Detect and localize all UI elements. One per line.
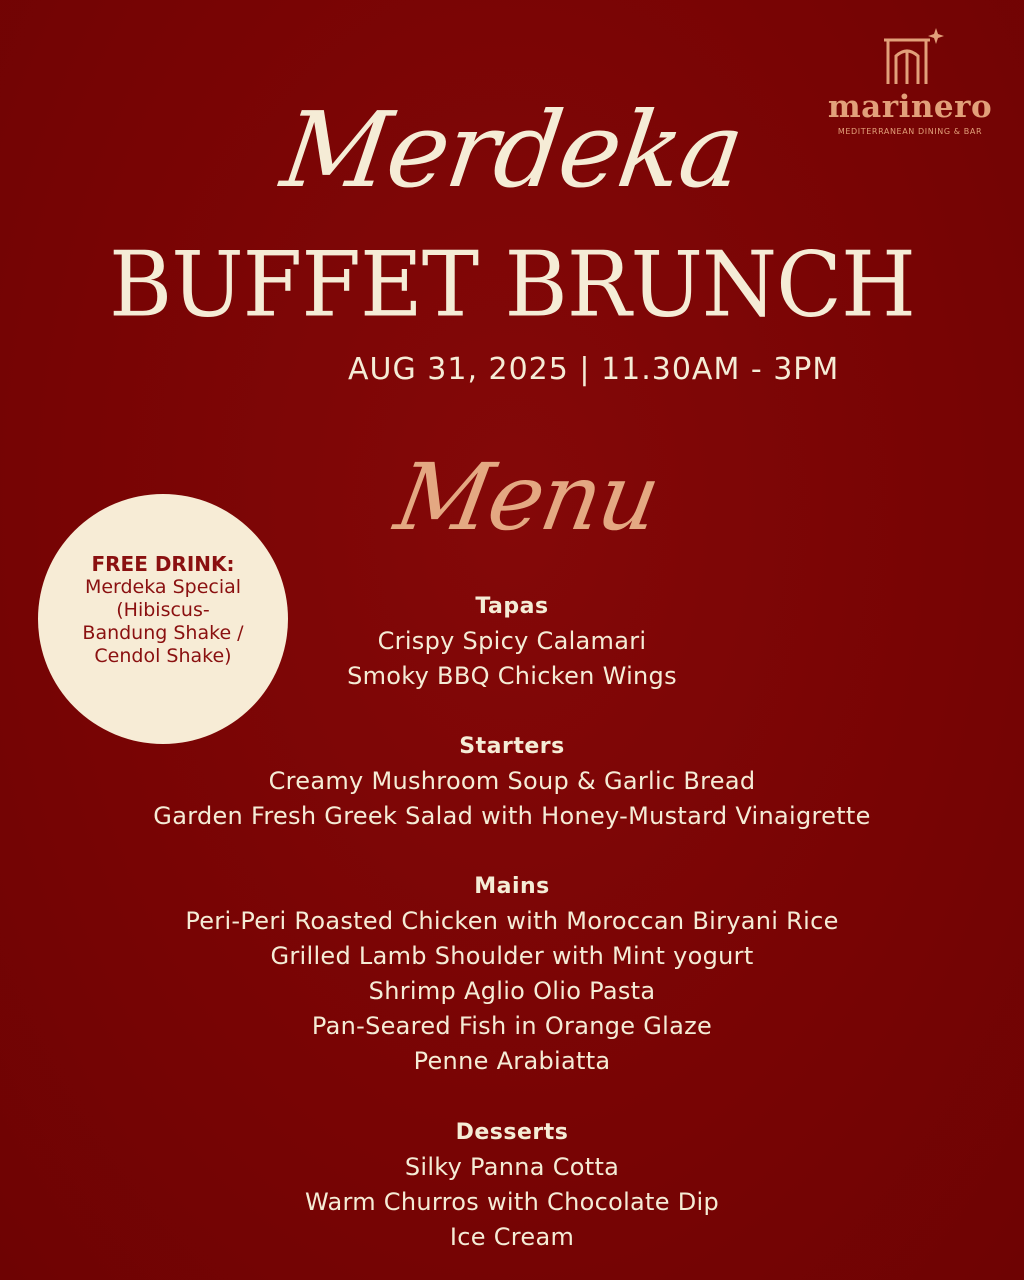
- menu-item: Pan-Seared Fish in Orange Glaze: [311, 1012, 713, 1040]
- menu-item: Creamy Mushroom Soup & Garlic Bread: [268, 767, 756, 795]
- section-heading: Tapas: [475, 594, 549, 619]
- logo-name: marinero: [827, 89, 993, 125]
- menu-item: Peri-Peri Roasted Chicken with Moroccan Biryani Rice: [185, 907, 839, 935]
- free-drink-title: FREE DRINK:: [91, 551, 235, 576]
- free-drink-line: Cendol Shake): [94, 645, 232, 668]
- logo-tagline: MEDITERRANEAN DINING & BAR: [837, 127, 983, 136]
- free-drink-line: (Hibiscus-: [116, 598, 210, 621]
- section-tapas: [0, 590, 1024, 694]
- menu-item: Smoky BBQ Chicken Wings: [347, 662, 677, 690]
- event-date-time: AUG 31, 2025 | 11.30AM - 3PM: [348, 352, 840, 387]
- menu-item: Silky Panna Cotta: [404, 1153, 620, 1181]
- arch-sparkle-icon: [874, 26, 946, 90]
- section-heading: Desserts: [455, 1120, 569, 1145]
- section-mains: [0, 870, 1024, 1079]
- section-starters: [0, 730, 1024, 834]
- menu-heading: Menu: [388, 444, 667, 551]
- menu-item: Garden Fresh Greek Salad with Honey-Mustard Vinaigrette: [153, 802, 871, 830]
- menu-item: Crispy Spicy Calamari: [377, 627, 647, 655]
- menu-item: Ice Cream: [449, 1223, 575, 1251]
- main-title: BUFFET BRUNCH: [109, 232, 915, 338]
- menu-item: Penne Arabiatta: [413, 1047, 611, 1075]
- section-desserts: [0, 1116, 1024, 1255]
- free-drink-line: Merdeka Special: [84, 575, 242, 598]
- section-heading: Mains: [474, 874, 550, 899]
- menu-item: Grilled Lamb Shoulder with Mint yogurt: [270, 942, 754, 970]
- menu-item: Shrimp Aglio Olio Pasta: [368, 977, 656, 1005]
- free-drink-line: Bandung Shake /: [82, 622, 244, 644]
- menu-item: Warm Churros with Chocolate Dip: [304, 1188, 720, 1216]
- script-title: Merdeka: [274, 89, 750, 211]
- section-heading: Starters: [459, 734, 565, 759]
